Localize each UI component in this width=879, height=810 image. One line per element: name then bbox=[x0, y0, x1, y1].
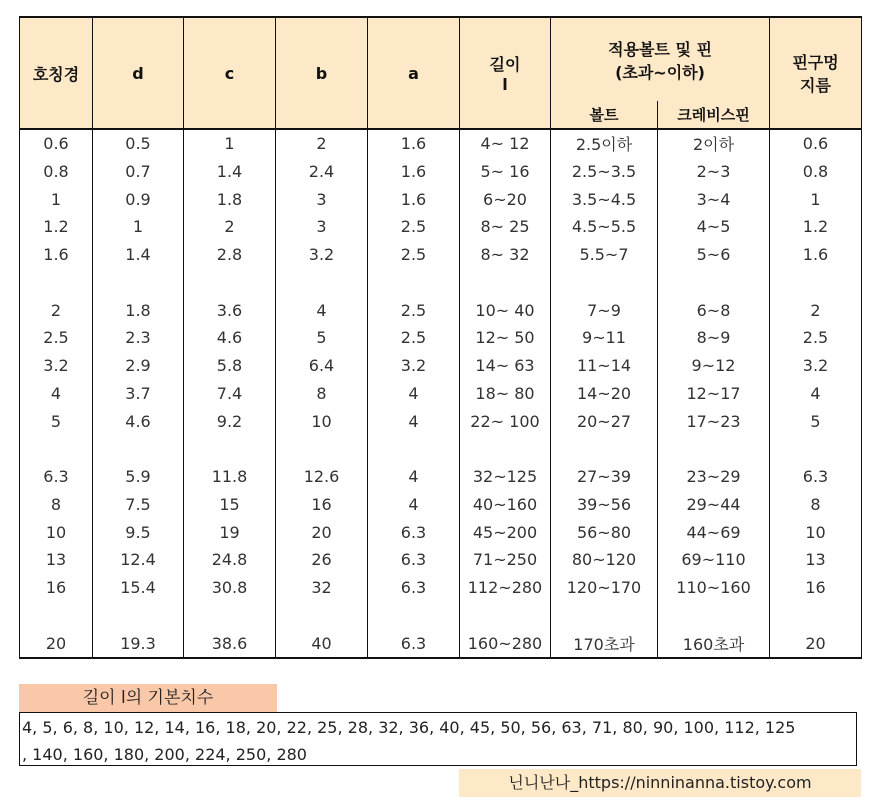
table-cell: 4.6 bbox=[184, 324, 276, 352]
table-cell: 0.8 bbox=[20, 158, 93, 186]
table-cell: 5.9 bbox=[93, 463, 184, 491]
header-bolt: 볼트 bbox=[551, 101, 658, 129]
header-applicable-line1: 적용볼트 및 핀 bbox=[608, 39, 712, 59]
table-cell: 2 bbox=[276, 129, 368, 158]
table-cell: 2이하 bbox=[658, 129, 770, 158]
table-cell: 3.6 bbox=[184, 296, 276, 324]
table-row bbox=[20, 463, 862, 491]
table-cell bbox=[368, 601, 460, 629]
table-cell: 2 bbox=[184, 213, 276, 241]
header-applicable bbox=[551, 17, 770, 101]
table-cell: 14~20 bbox=[551, 380, 658, 408]
table-cell: 4 bbox=[368, 491, 460, 519]
table-cell: 8~ 25 bbox=[460, 213, 551, 241]
table-header bbox=[20, 17, 862, 129]
table-cell: 9.2 bbox=[184, 407, 276, 435]
table-cell bbox=[658, 435, 770, 463]
table-cell: 12~17 bbox=[658, 380, 770, 408]
table-cell: 18~ 80 bbox=[460, 380, 551, 408]
table-row bbox=[20, 352, 862, 380]
table-cell: 10 bbox=[20, 518, 93, 546]
table-cell: 3.7 bbox=[93, 380, 184, 408]
table-cell: 6.3 bbox=[368, 518, 460, 546]
table-cell: 1 bbox=[184, 129, 276, 158]
table-cell: 4~ 12 bbox=[460, 129, 551, 158]
table-cell: 11.8 bbox=[184, 463, 276, 491]
table-row bbox=[20, 380, 862, 408]
table-cell: 3~4 bbox=[658, 185, 770, 213]
table-cell: 2.5이하 bbox=[551, 129, 658, 158]
table-cell: 8~9 bbox=[658, 324, 770, 352]
table-cell: 6.3 bbox=[20, 463, 93, 491]
table-cell: 8 bbox=[276, 380, 368, 408]
table-cell: 14~ 63 bbox=[460, 352, 551, 380]
table-cell: 3 bbox=[276, 185, 368, 213]
table-cell: 2 bbox=[20, 296, 93, 324]
table-cell: 1 bbox=[20, 185, 93, 213]
table-cell: 23~29 bbox=[658, 463, 770, 491]
header-pinhole bbox=[770, 17, 862, 129]
table-cell: 27~39 bbox=[551, 463, 658, 491]
table-cell: 12.4 bbox=[93, 546, 184, 574]
table-cell: 22~ 100 bbox=[460, 407, 551, 435]
table-cell: 6.3 bbox=[368, 629, 460, 658]
table-cell: 39~56 bbox=[551, 491, 658, 519]
length-series-line1: 4, 5, 6, 8, 10, 12, 14, 16, 18, 20, 22, 25, 28, 32, 36, 40, 45, 50, 56, 63, 71, 80, 90, 100, 112, 125 bbox=[22, 718, 796, 737]
table-spacer-row bbox=[20, 435, 862, 463]
table-cell bbox=[184, 601, 276, 629]
table-cell: 2.5~3.5 bbox=[551, 158, 658, 186]
table-cell: 1.6 bbox=[20, 241, 93, 269]
table-cell: 11~14 bbox=[551, 352, 658, 380]
table-cell bbox=[770, 435, 862, 463]
header-clevis: 크레비스핀 bbox=[658, 101, 770, 129]
table-cell: 6.3 bbox=[368, 546, 460, 574]
table-cell: 29~44 bbox=[658, 491, 770, 519]
table-cell: 16 bbox=[770, 574, 862, 602]
table-cell: 2.5 bbox=[20, 324, 93, 352]
table-cell: 45~200 bbox=[460, 518, 551, 546]
table-cell: 8~ 32 bbox=[460, 241, 551, 269]
table-cell: 5 bbox=[770, 407, 862, 435]
header-a: a bbox=[368, 17, 460, 129]
header-length-line2: l bbox=[502, 75, 508, 94]
table-cell: 12.6 bbox=[276, 463, 368, 491]
table-cell: 19 bbox=[184, 518, 276, 546]
table-cell: 20~27 bbox=[551, 407, 658, 435]
table-cell: 5~6 bbox=[658, 241, 770, 269]
table-cell: 4 bbox=[20, 380, 93, 408]
table-cell: 2.5 bbox=[368, 241, 460, 269]
table-row bbox=[20, 241, 862, 269]
header-c: c bbox=[184, 17, 276, 129]
table-cell: 112~280 bbox=[460, 574, 551, 602]
length-series-box bbox=[19, 712, 857, 766]
table-row bbox=[20, 491, 862, 519]
table-cell: 4 bbox=[770, 380, 862, 408]
table-cell: 5 bbox=[276, 324, 368, 352]
table-cell: 3 bbox=[276, 213, 368, 241]
spec-table bbox=[19, 16, 862, 659]
table-cell bbox=[184, 268, 276, 296]
table-row bbox=[20, 213, 862, 241]
table-row bbox=[20, 518, 862, 546]
table-cell: 4.5~5.5 bbox=[551, 213, 658, 241]
table-cell: 24.8 bbox=[184, 546, 276, 574]
table-cell: 10~ 40 bbox=[460, 296, 551, 324]
table-cell: 8 bbox=[770, 491, 862, 519]
table-cell: 20 bbox=[276, 518, 368, 546]
table-cell bbox=[276, 601, 368, 629]
table-cell: 1.4 bbox=[93, 241, 184, 269]
table-cell bbox=[20, 601, 93, 629]
table-cell bbox=[551, 268, 658, 296]
table-row bbox=[20, 129, 862, 158]
table-cell: 120~170 bbox=[551, 574, 658, 602]
table-cell: 110~160 bbox=[658, 574, 770, 602]
table-row bbox=[20, 629, 862, 658]
table-cell bbox=[460, 601, 551, 629]
table-cell bbox=[368, 268, 460, 296]
table-cell bbox=[770, 268, 862, 296]
table-cell bbox=[460, 435, 551, 463]
table-cell: 80~120 bbox=[551, 546, 658, 574]
table-cell: 2.3 bbox=[93, 324, 184, 352]
table-spacer-row bbox=[20, 268, 862, 296]
table-cell: 9~11 bbox=[551, 324, 658, 352]
table-cell bbox=[460, 268, 551, 296]
table-cell bbox=[770, 601, 862, 629]
table-cell: 8 bbox=[20, 491, 93, 519]
table-cell: 40~160 bbox=[460, 491, 551, 519]
table-cell: 1 bbox=[770, 185, 862, 213]
table-cell: 4 bbox=[368, 407, 460, 435]
table-cell: 3.2 bbox=[368, 352, 460, 380]
table-cell: 10 bbox=[770, 518, 862, 546]
header-nominal: 호칭경 bbox=[20, 17, 93, 129]
credit-link[interactable]: 닌니난나_https://ninninanna.tistoy.com bbox=[459, 769, 861, 797]
table-cell: 6~20 bbox=[460, 185, 551, 213]
table-row bbox=[20, 407, 862, 435]
table-cell: 2.4 bbox=[276, 158, 368, 186]
table-cell: 71~250 bbox=[460, 546, 551, 574]
table-cell: 3.2 bbox=[20, 352, 93, 380]
table-cell: 56~80 bbox=[551, 518, 658, 546]
table-cell: 6.3 bbox=[770, 463, 862, 491]
table-cell: 1.2 bbox=[20, 213, 93, 241]
table-cell: 26 bbox=[276, 546, 368, 574]
table-cell: 1.6 bbox=[368, 129, 460, 158]
table-cell bbox=[184, 435, 276, 463]
table-cell: 3.2 bbox=[770, 352, 862, 380]
table-cell: 5~ 16 bbox=[460, 158, 551, 186]
table-cell: 5.8 bbox=[184, 352, 276, 380]
table-cell: 5 bbox=[20, 407, 93, 435]
table-cell: 16 bbox=[276, 491, 368, 519]
table-cell: 0.6 bbox=[770, 129, 862, 158]
table-cell: 6~8 bbox=[658, 296, 770, 324]
table-cell: 40 bbox=[276, 629, 368, 658]
table-cell bbox=[20, 268, 93, 296]
table-cell: 0.5 bbox=[93, 129, 184, 158]
table-cell: 6.4 bbox=[276, 352, 368, 380]
table-cell: 15.4 bbox=[93, 574, 184, 602]
table-cell: 15 bbox=[184, 491, 276, 519]
table-cell: 2~3 bbox=[658, 158, 770, 186]
table-cell: 2.5 bbox=[368, 296, 460, 324]
header-length bbox=[460, 17, 551, 129]
table-cell: 2.8 bbox=[184, 241, 276, 269]
table-cell: 1.6 bbox=[368, 185, 460, 213]
table-cell: 32~125 bbox=[460, 463, 551, 491]
table-cell bbox=[368, 435, 460, 463]
table-cell: 12~ 50 bbox=[460, 324, 551, 352]
table-cell: 30.8 bbox=[184, 574, 276, 602]
table-cell: 0.9 bbox=[93, 185, 184, 213]
table-cell: 7.5 bbox=[93, 491, 184, 519]
table-cell bbox=[20, 435, 93, 463]
length-series-caption: 길이 l의 기본치수 bbox=[19, 684, 277, 712]
table-cell: 0.7 bbox=[93, 158, 184, 186]
header-length-line1: 길이 bbox=[489, 55, 521, 74]
table-cell: 13 bbox=[20, 546, 93, 574]
table-cell: 1.6 bbox=[770, 241, 862, 269]
table-cell: 1 bbox=[93, 213, 184, 241]
header-pinhole-line2: 지름 bbox=[800, 76, 831, 95]
table-cell bbox=[551, 435, 658, 463]
table-cell: 1.8 bbox=[93, 296, 184, 324]
table-cell bbox=[658, 601, 770, 629]
table-cell bbox=[276, 435, 368, 463]
table-cell: 20 bbox=[770, 629, 862, 658]
table-cell: 20 bbox=[20, 629, 93, 658]
table-cell: 19.3 bbox=[93, 629, 184, 658]
table-cell: 1.6 bbox=[368, 158, 460, 186]
table-cell: 1.8 bbox=[184, 185, 276, 213]
table-cell: 160~280 bbox=[460, 629, 551, 658]
table-cell: 4 bbox=[276, 296, 368, 324]
table-cell: 4~5 bbox=[658, 213, 770, 241]
table-cell: 38.6 bbox=[184, 629, 276, 658]
table-cell: 0.8 bbox=[770, 158, 862, 186]
table-cell: 3.5~4.5 bbox=[551, 185, 658, 213]
table-cell: 7~9 bbox=[551, 296, 658, 324]
table-cell: 13 bbox=[770, 546, 862, 574]
header-applicable-line2: (초과~이하) bbox=[615, 62, 705, 82]
table-cell: 1.2 bbox=[770, 213, 862, 241]
table-cell bbox=[93, 268, 184, 296]
table-cell: 6.3 bbox=[368, 574, 460, 602]
table-cell: 16 bbox=[20, 574, 93, 602]
length-series-line2: , 140, 160, 180, 200, 224, 250, 280 bbox=[22, 745, 307, 764]
header-pinhole-line1: 핀구멍 bbox=[792, 53, 839, 72]
table-cell: 5.5~7 bbox=[551, 241, 658, 269]
table-row bbox=[20, 546, 862, 574]
table-cell: 17~23 bbox=[658, 407, 770, 435]
table-row bbox=[20, 324, 862, 352]
table-cell: 170초과 bbox=[551, 629, 658, 658]
header-d: d bbox=[93, 17, 184, 129]
table-cell: 4.6 bbox=[93, 407, 184, 435]
table-cell bbox=[93, 601, 184, 629]
table-cell: 0.6 bbox=[20, 129, 93, 158]
table-cell: 10 bbox=[276, 407, 368, 435]
table-cell: 2.5 bbox=[368, 324, 460, 352]
table-cell bbox=[276, 268, 368, 296]
table-cell: 3.2 bbox=[276, 241, 368, 269]
table-cell: 2.9 bbox=[93, 352, 184, 380]
table-cell bbox=[93, 435, 184, 463]
table-cell: 4 bbox=[368, 380, 460, 408]
table-cell bbox=[658, 268, 770, 296]
table-cell: 9.5 bbox=[93, 518, 184, 546]
table-cell bbox=[551, 601, 658, 629]
table-row bbox=[20, 185, 862, 213]
table-cell: 32 bbox=[276, 574, 368, 602]
table-body bbox=[20, 129, 862, 658]
table-row bbox=[20, 158, 862, 186]
table-cell: 2.5 bbox=[368, 213, 460, 241]
table-cell: 2 bbox=[770, 296, 862, 324]
table-cell: 4 bbox=[368, 463, 460, 491]
table-spacer-row bbox=[20, 601, 862, 629]
table-cell: 9~12 bbox=[658, 352, 770, 380]
table-cell: 1.4 bbox=[184, 158, 276, 186]
table-cell: 7.4 bbox=[184, 380, 276, 408]
table-cell: 2.5 bbox=[770, 324, 862, 352]
table-row bbox=[20, 296, 862, 324]
table-cell: 69~110 bbox=[658, 546, 770, 574]
header-b: b bbox=[276, 17, 368, 129]
table-row bbox=[20, 574, 862, 602]
table-cell: 160초과 bbox=[658, 629, 770, 658]
table-cell: 44~69 bbox=[658, 518, 770, 546]
